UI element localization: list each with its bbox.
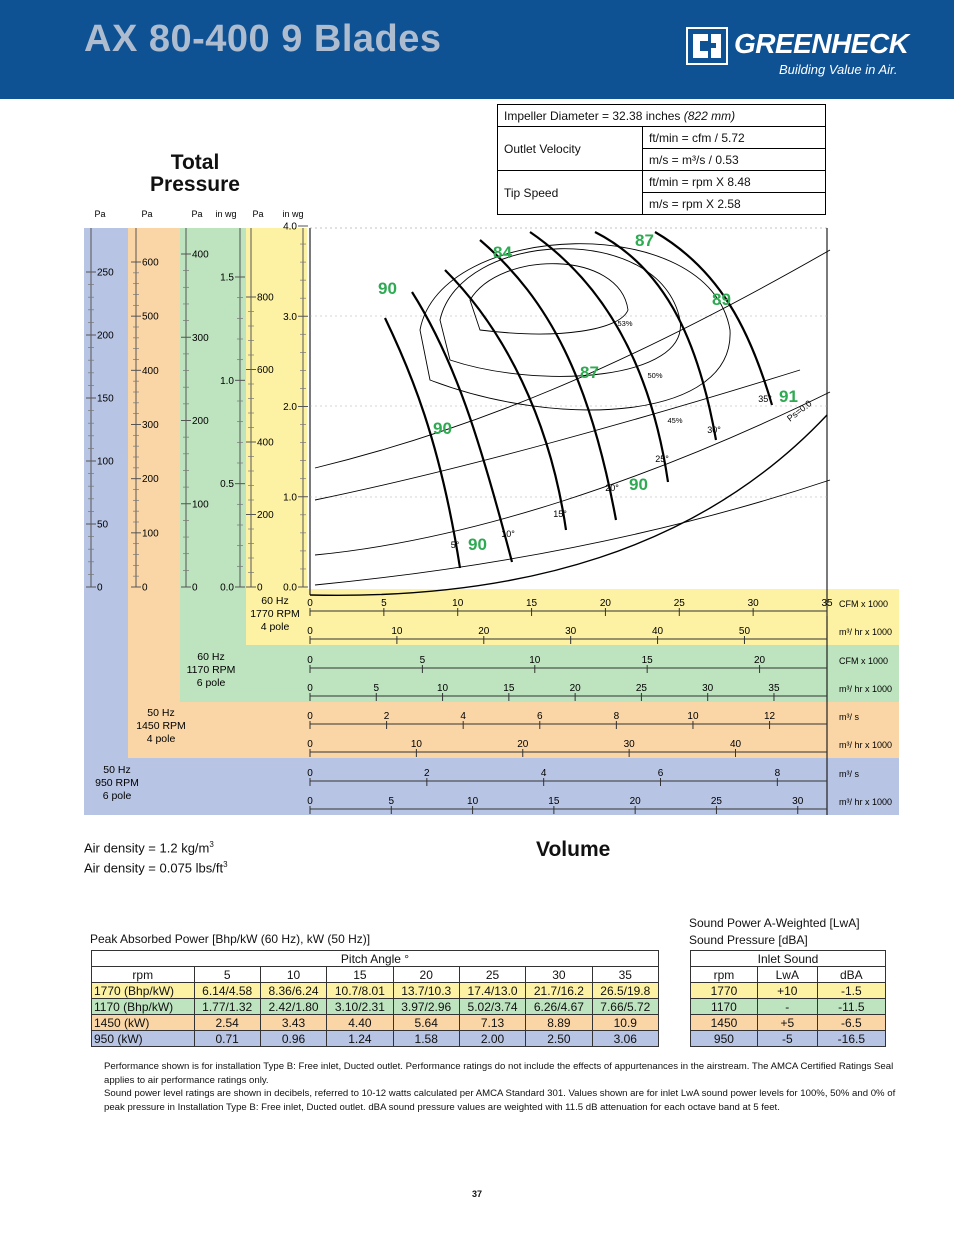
power-col-4: 20 [393,967,459,983]
band-unit-top: m³/ s [839,769,859,779]
power-cell: 5.64 [393,1015,459,1031]
band-top-tick-label: 10 [529,655,541,666]
efficiency-label: 50% [647,371,663,380]
band-top-tick-label: 15 [641,655,653,666]
pitch-angle-label: 20° [605,483,619,493]
sound-level-label: 87 [635,231,654,250]
sound-col-1: LwA [757,967,817,983]
band-rpm-label: 4 pole [146,733,176,745]
yellow-pa-scale-label: 600 [257,365,274,376]
power-col-5: 25 [459,967,525,983]
page-number: 37 [471,1189,482,1199]
sound-cell: - [757,999,817,1015]
band-horizontal-2 [180,645,899,702]
sound-col-2: dBA [817,967,885,983]
inlet-sound-header: Inlet Sound [691,951,886,967]
outlet-velocity-imperial: ft/min = cfm / 5.72 [643,127,826,149]
power-cell: 5.02/3.74 [459,999,525,1015]
band-top-tick-label: 30 [747,598,759,609]
sound-level-label: 90 [378,279,397,298]
band-top-tick-label: 6 [657,768,664,779]
band-horizontal-0 [84,758,899,815]
power-col-0: rpm [92,967,195,983]
blue-pa-scale-label: 200 [97,330,114,342]
band-vertical-2 [180,228,246,645]
band-top-tick-label: 0 [307,711,313,722]
power-cell: 3.97/2.96 [393,999,459,1015]
yellow-pa-scale-label: 0 [257,582,263,594]
band-rpm-label: 950 RPM [95,777,139,789]
impeller-diameter: Impeller Diameter = 32.38 inches (822 mm) [498,105,826,127]
air-density [84,836,228,877]
blue-pa-scale-label: 250 [97,267,114,279]
pa-heading-3: Pa [252,209,264,219]
band-top-tick-label: 0 [307,768,313,779]
pa-heading-1: Pa [141,209,153,219]
band-top-tick-label: 4 [540,768,547,779]
total-pressure-line2: Pressure [150,173,240,196]
power-cell: 1450 (kW) [92,1015,195,1031]
band-rpm-label: 1770 RPM [250,608,300,620]
power-cell: 0.71 [194,1031,260,1047]
tip-speed-imperial: ft/min = rpm X 8.48 [643,171,826,193]
pitch-angle-label: 5° [450,540,460,550]
band-bottom-tick-label: 30 [623,739,635,750]
orange-pa-scale-label: 300 [142,420,159,431]
power-cell: 4.40 [327,1015,393,1031]
power-row [92,1031,659,1047]
sound-row [691,1015,886,1031]
power-cell: 6.26/4.67 [526,999,592,1015]
band-unit-bottom: m³/ hr x 1000 [839,740,893,750]
band-rpm-label: 60 Hz [261,595,289,607]
sound-cell: -5 [757,1031,817,1047]
pitch-angle-label: 10° [501,529,515,539]
band-bottom-tick-label: 25 [710,796,723,807]
orange-pa-scale-label: 100 [142,528,159,540]
band-top-tick-label: 4 [460,711,466,722]
sound-row [691,999,886,1015]
green-inwg-scale-label: 1.5 [220,272,234,284]
tip-speed-label: Tip Speed [498,171,643,215]
orange-pa-scale-label: 600 [142,257,159,269]
pitch-angle-label: 15° [553,509,567,519]
band-bottom-tick-label: 25 [635,683,647,694]
orange-pa-scale-label: 400 [142,365,159,377]
sound-level-label: 87 [580,363,599,382]
sound-table [690,950,886,1047]
power-cell: 3.10/2.31 [327,999,393,1015]
band-top-tick-label: 15 [526,598,538,609]
green-pa-scale-label: 300 [192,332,209,344]
band-bottom-tick-label: 15 [503,683,515,694]
band-top-tick-label: 2 [424,768,430,779]
power-table-title: Peak Absorbed Power [Bhp/kW (60 Hz), kW (50 Hz)] [90,932,371,946]
band-top-tick-label: 25 [673,598,685,609]
sound-cell: -16.5 [817,1031,885,1047]
total-pressure-line1: Total [170,151,220,174]
pitch-angle-header: Pitch Angle ° [92,951,659,967]
page-title: AX 80-400 9 Blades [84,18,442,60]
green-inwg-scale-label: 1.0 [220,375,234,387]
band-top-tick-label: 8 [774,768,781,779]
power-row [92,999,659,1015]
band-bottom-tick-label: 40 [652,626,664,637]
inwg-heading-0: in wg [215,209,237,219]
yellow-pa-scale-label: 200 [257,510,274,521]
band-top-tick-label: 0 [307,655,313,666]
power-cell: 950 (kW) [92,1031,195,1047]
band-top-tick-label: 12 [763,711,776,722]
power-cell: 17.4/13.0 [459,983,525,999]
band-bottom-tick-label: 40 [729,739,742,750]
band-bottom-tick-label: 15 [548,796,560,807]
power-cell: 7.66/5.72 [592,999,658,1015]
sound-row [691,983,886,999]
band-bottom-tick-label: 30 [792,796,804,807]
band-rpm-label: 60 Hz [197,651,225,663]
band-rpm-label: 1450 RPM [136,720,186,732]
band-top-tick-label: 10 [687,711,699,722]
band-bottom-tick-label: 20 [517,739,529,750]
band-top-tick-label: 6 [536,711,543,722]
power-row [92,1015,659,1031]
power-cell: 3.06 [592,1031,658,1047]
volume-title: Volume [536,838,611,861]
sound-level-label: 84 [493,243,512,262]
green-pa-scale-label: 100 [192,499,209,511]
band-top-tick-label: 20 [754,655,766,666]
blue-pa-scale-label: 50 [97,519,109,531]
yellow-inwg-scale-label: 0.0 [283,582,297,594]
band-top-tick-label: 20 [599,598,611,609]
outlet-velocity-metric: m/s = m³/s / 0.53 [643,149,826,171]
power-row [92,983,659,999]
power-cell: 3.43 [260,1015,326,1031]
band-bottom-tick-label: 20 [629,796,641,807]
power-cell: 1.58 [393,1031,459,1047]
power-cell: 2.50 [526,1031,592,1047]
power-cell: 8.36/6.24 [260,983,326,999]
green-inwg-scale-label: 0.5 [220,479,234,491]
power-cell: 13.7/10.3 [393,983,459,999]
band-rpm-label: 50 Hz [147,707,175,719]
power-cell: 21.7/16.2 [526,983,592,999]
power-cell: 1170 (Bhp/kW) [92,999,195,1015]
orange-pa-scale-label: 0 [142,582,148,594]
power-col-7: 35 [592,967,658,983]
sound-cell: 1770 [691,983,758,999]
band-vertical-3 [246,228,307,589]
green-pa-scale-label: 400 [192,249,209,261]
band-bottom-tick-label: 5 [373,683,380,694]
outlet-velocity-label: Outlet Velocity [498,127,643,171]
pitch-angle-label: 25° [655,454,669,464]
sound-level-label: 89 [712,290,731,309]
sound-cell: -1.5 [817,983,885,999]
pa-heading-0: Pa [94,209,106,219]
pitch-angle-label: 30° [707,425,721,435]
band-bottom-tick-label: 35 [768,683,780,694]
sound-cell: 950 [691,1031,758,1047]
sound-table-columns [691,967,886,983]
band-unit-top: CFM x 1000 [839,656,889,666]
air-density-imperial: Air density = 0.075 lbs/$ft^3$ [84,860,228,876]
power-cell: 6.14/4.58 [194,983,260,999]
brand-name: GREENHECK [734,28,909,59]
band-unit-bottom: m³/ hr x 1000 [839,684,893,694]
band-top-tick-label: 8 [613,711,620,722]
power-col-2: 10 [260,967,326,983]
footnote-sound: Sound power level ratings are shown in decibels, referred to 10-12 watts calculated per AMCA Standard 301. Values shown are for inlet LwA sound power levels for 100%, 50% and 0% of peak pressure in Installation Type B: Free inlet, Ducted outlet. dBA sound pressure values are weighted with 11.5 dB attenuation for each octave band at 5 feet. [104,1088,896,1113]
air-density-metric: Air density = 1.2 $kg/m^3$ [84,840,214,856]
sound-cell: +5 [757,1015,817,1031]
power-cell: 0.96 [260,1031,326,1047]
power-col-1: 5 [194,967,260,983]
band-bottom-tick-label: 20 [478,626,490,637]
green-pa-scale-label: 200 [192,416,209,427]
yellow-pa-scale-label: 400 [257,437,274,449]
sound-table-title [689,915,860,949]
orange-pa-scale-label: 200 [142,474,159,486]
power-cell: 1770 (Bhp/kW) [92,983,195,999]
footnotes [104,1060,904,1114]
power-col-6: 30 [526,967,592,983]
band-bottom-tick-label: 10 [467,796,479,807]
band-top-tick-label: 35 [821,598,833,609]
sound-col-0: rpm [691,967,758,983]
band-bottom-tick-label: 10 [391,626,403,637]
sound-cell: +10 [757,983,817,999]
sound-title-line2: Sound Pressure [dBA] [689,933,808,947]
yellow-pa-scale-label: 800 [257,292,274,304]
band-unit-top: CFM x 1000 [839,599,889,609]
band-bottom-tick-label: 0 [307,796,313,807]
green-inwg-scale-label: 0.0 [220,582,234,594]
power-table [91,950,659,1047]
power-cell: 26.5/19.8 [592,983,658,999]
band-bottom-tick-label: 0 [307,683,313,694]
band-bottom-tick-label: 20 [569,683,581,694]
power-cell: 7.13 [459,1015,525,1031]
band-top-tick-label: 5 [419,655,426,666]
power-cell: 8.89 [526,1015,592,1031]
yellow-inwg-scale-label: 1.0 [283,492,297,504]
band-bottom-tick-label: 10 [410,739,422,750]
inwg-heading-1: in wg [282,209,304,219]
power-cell: 10.7/8.01 [327,983,393,999]
band-rpm-label: 6 pole [102,790,132,802]
band-bottom-tick-label: 30 [565,626,577,637]
sound-cell: -11.5 [817,999,885,1015]
sound-cell: -6.5 [817,1015,885,1031]
pa-heading-2: Pa [191,209,203,219]
band-bottom-tick-label: 10 [437,683,449,694]
band-bottom-tick-label: 0 [307,626,313,637]
band-top-tick-label: 0 [307,598,313,609]
sound-title-line1: Sound Power A-Weighted [LwA] [689,916,860,930]
band-rpm-label: 4 pole [260,621,290,633]
band-rpm-label: 50 Hz [103,764,131,776]
power-cell: 2.54 [194,1015,260,1031]
sound-level-label: 90 [629,475,648,494]
yellow-inwg-scale-label: 2.0 [283,402,297,413]
power-cell: 2.42/1.80 [260,999,326,1015]
band-bottom-tick-label: 50 [738,626,751,637]
orange-pa-scale-label: 500 [142,311,159,323]
power-cell: 2.00 [459,1031,525,1047]
sound-cell: 1450 [691,1015,758,1031]
pitch-angle-label: 35° [758,394,772,404]
yellow-inwg-scale-label: 3.0 [283,311,297,323]
power-cell: 1.77/1.32 [194,999,260,1015]
power-col-3: 15 [327,967,393,983]
power-cell: 1.24 [327,1031,393,1047]
power-cell: 10.9 [592,1015,658,1031]
band-rpm-label: 6 pole [196,677,226,689]
band-top-tick-label: 5 [381,598,387,609]
band-top-tick-label: 2 [383,711,390,722]
band-top-tick-label: 10 [452,598,464,609]
blue-pa-scale-label: 100 [97,456,114,468]
band-unit-top: m³/ s [839,712,859,722]
blue-pa-scale-label: 150 [97,393,114,405]
efficiency-label: 53% [617,319,633,328]
sound-row [691,1031,886,1047]
power-table-columns [92,967,659,983]
sound-cell: 1170 [691,999,758,1015]
sound-level-label: 90 [433,419,452,438]
band-bottom-tick-label: 5 [388,796,395,807]
band-unit-bottom: m³/ hr x 1000 [839,797,893,807]
band-horizontal-1 [128,702,899,758]
sound-level-label: 91 [779,387,798,406]
footnote-performance: Performance shown is for installation Type B: Free inlet, Ducted outlet. Performance ratings do not include the effects of appurtenances in the airstream. The AMCA Certified Ratings Seal applies to air performance ratings only. [104,1061,894,1086]
yellow-inwg-scale-label: 4.0 [283,221,297,233]
sound-level-label: 90 [468,535,487,554]
band-unit-bottom: m³/ hr x 1000 [839,627,893,637]
band-bottom-tick-label: 30 [702,683,714,694]
ps-zero-label: Ps=0.0 [785,398,814,424]
band-rpm-label: 1170 RPM [186,664,236,676]
band-bottom-tick-label: 0 [307,739,313,750]
green-pa-scale-label: 0 [192,582,198,594]
tip-speed-metric: m/s = rpm X 2.58 [643,193,826,215]
efficiency-label: 45% [667,416,683,425]
brand-tagline: Building Value in Air. [779,62,898,77]
blue-pa-scale-label: 0 [97,582,103,594]
